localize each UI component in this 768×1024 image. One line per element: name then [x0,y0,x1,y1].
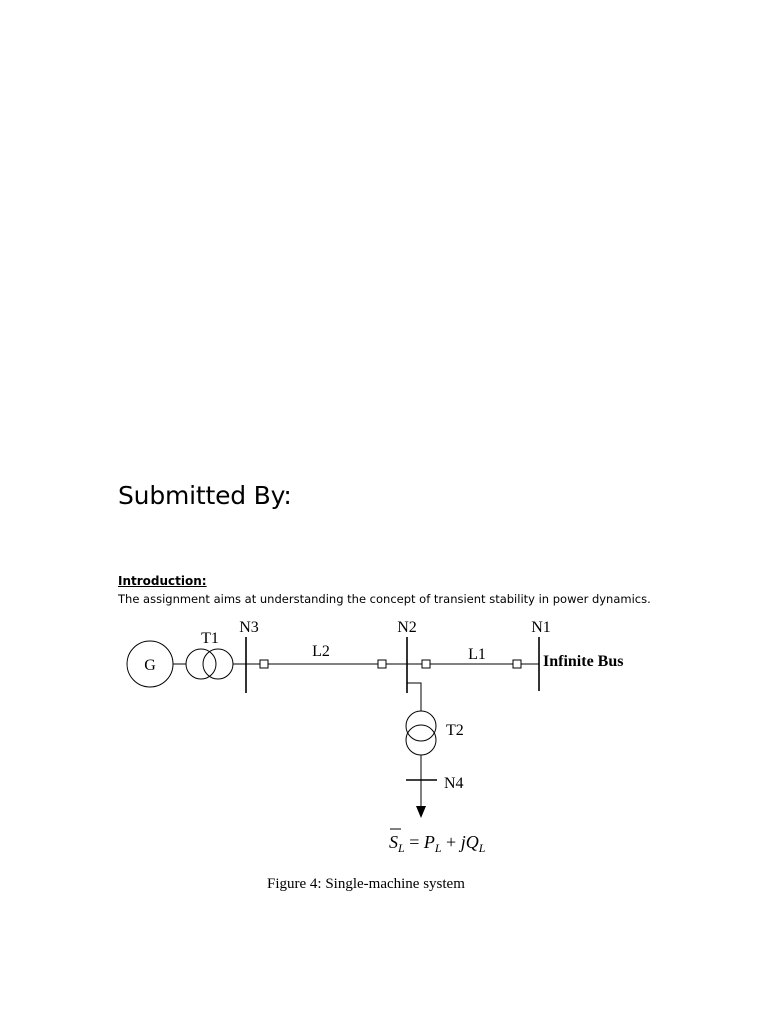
infinite-bus-label: Infinite Bus [543,653,624,670]
transformer-t2-secondary [406,725,436,755]
transformer-t2-primary [406,711,436,741]
breaker-l2-right [378,660,386,668]
node-n1-label: N1 [531,619,551,636]
load-real-power-symbol: P [423,832,435,852]
introduction-text: The assignment aims at understanding the concept of transient stability in power dynamics. [118,592,651,606]
load-subscript-q: L [478,841,486,855]
transformer-t1-primary [186,649,216,679]
line-l2-label: L2 [312,643,330,660]
load-equals: = [404,832,424,852]
submitted-by-label: Submitted By: [118,481,292,510]
transformer-t1-secondary [203,649,233,679]
load-apparent-power-symbol: S [389,832,398,852]
breaker-l2-left [260,660,268,668]
load-reactive-power-symbol: jQ [460,832,479,852]
transformer-t1-label: T1 [201,630,219,647]
load-subscript-p: L [434,841,442,855]
load-equation [389,832,486,855]
load-plus: + [441,832,461,852]
transformer-t2-label: T2 [446,722,464,739]
n2-to-t2-connector [407,683,421,711]
node-n4-label: N4 [444,775,464,792]
load-subscript-s: L [398,841,405,855]
breaker-l1-left [422,660,430,668]
line-l1-label: L1 [468,646,486,663]
figure-caption: Figure 4: Single-machine system [267,876,465,892]
load-arrow-head [416,806,426,818]
introduction-heading: Introduction: [118,574,207,588]
node-n3-label: N3 [239,619,259,636]
node-n2-label: N2 [397,619,417,636]
generator-label: G [144,657,156,674]
breaker-l1-right [513,660,521,668]
